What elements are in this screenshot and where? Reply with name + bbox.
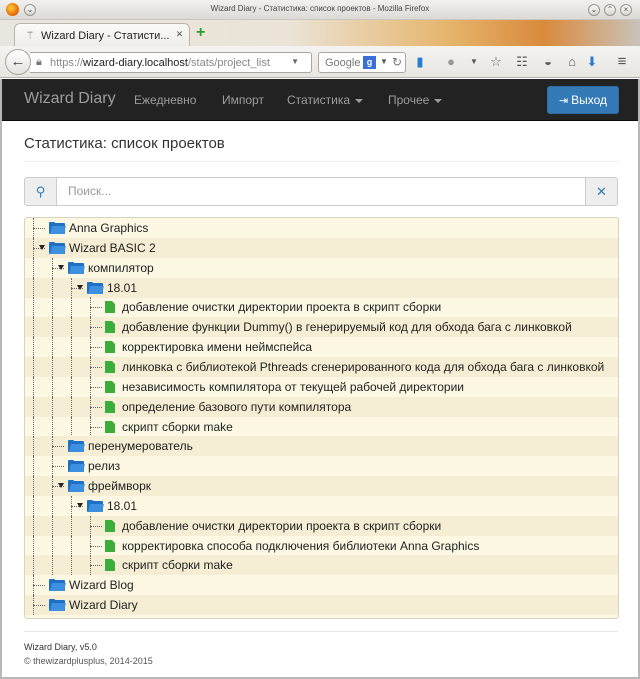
pocket-icon[interactable]: ◒	[544, 54, 552, 69]
tree-folder-row[interactable]	[25, 258, 618, 278]
tree-branch-line	[33, 585, 45, 586]
folder-icon	[68, 262, 84, 274]
tree-guide-line	[71, 357, 72, 377]
tree-guide-line	[52, 555, 53, 575]
tree-file-row[interactable]	[25, 357, 618, 377]
close-tab-icon[interactable]: ✕	[175, 29, 184, 39]
wand-icon: ⚚	[25, 30, 35, 42]
tree-guide-line	[52, 496, 53, 516]
nav-other-dropdown[interactable]	[388, 93, 442, 107]
url-text[interactable]	[50, 57, 270, 69]
tree-guide-line	[52, 397, 53, 417]
expanded-toggle-icon[interactable]	[58, 265, 64, 270]
tree-folder-row[interactable]	[25, 218, 618, 238]
nav-import-label: Импорт	[222, 93, 264, 107]
back-button[interactable]	[5, 49, 31, 75]
tree-branch-line	[90, 387, 102, 388]
tree-guide-line	[71, 317, 72, 337]
tree-guide-line	[71, 555, 72, 575]
caret-down-icon	[355, 99, 363, 103]
tree-folder-row[interactable]	[25, 476, 618, 496]
tree-guide-line	[33, 278, 34, 298]
tree-guide-line	[71, 397, 72, 417]
tree-file-row[interactable]	[25, 397, 618, 417]
tree-guide-line	[52, 297, 53, 317]
tab-strip	[0, 20, 640, 46]
nav-daily-label: Ежедневно	[134, 93, 197, 107]
file-icon	[105, 341, 115, 353]
tree-node-label: добавление очистки директории проекта в скрипт сборки	[122, 518, 442, 533]
window-titlebar	[0, 0, 640, 20]
url-dropdown-icon[interactable]: ▼	[291, 57, 299, 66]
search-bar[interactable]	[318, 52, 406, 73]
tree-node-label: линковка с библиотекой Pthreads сгенерированного кода для обхода бага с линковкой	[122, 359, 605, 374]
folder-icon	[49, 599, 65, 611]
tree-guide-line	[52, 516, 53, 536]
tree-guide-line	[33, 516, 34, 536]
tree-node-label: фреймворк	[88, 479, 152, 494]
page-content	[0, 79, 640, 679]
tree-branch-line	[90, 347, 102, 348]
tree-node-label: скрипт сборки make	[122, 419, 233, 434]
google-icon[interactable]: g	[363, 56, 376, 69]
tree-branch-line	[52, 446, 64, 447]
browser-tab[interactable]	[14, 23, 190, 46]
tree-folder-row[interactable]	[25, 436, 618, 456]
tree-file-row[interactable]	[25, 317, 618, 337]
logout-label: Выход	[571, 93, 608, 107]
tree-folder-row[interactable]	[25, 575, 618, 595]
tree-file-row[interactable]	[25, 555, 618, 575]
tree-guide-line	[33, 317, 34, 337]
folder-icon	[68, 480, 84, 492]
nav-statistics-dropdown[interactable]	[287, 93, 363, 107]
folder-icon	[68, 460, 84, 472]
browser-toolbar	[0, 46, 640, 78]
tree-branch-line	[90, 407, 102, 408]
tree-guide-line	[33, 337, 34, 357]
tree-guide-line	[71, 516, 72, 536]
tree-branch-line	[90, 327, 102, 328]
tree-node-label: компилятор	[88, 260, 154, 275]
tree-node-label: Anna Graphics	[69, 221, 149, 235]
back-arrow-icon: ←	[10, 53, 26, 70]
reload-icon[interactable]: ↻	[392, 55, 403, 69]
tree-guide-line	[52, 317, 53, 337]
file-icon	[105, 421, 115, 433]
tree-node-label: корректировка имени неймспейса	[122, 340, 313, 355]
page-title: Статистика: список проектов	[24, 135, 225, 152]
tree-guide-line	[33, 555, 34, 575]
file-icon	[105, 361, 115, 373]
file-icon	[105, 321, 115, 333]
expanded-toggle-icon[interactable]	[39, 245, 45, 250]
tree-branch-line	[90, 526, 102, 527]
folder-icon	[68, 440, 84, 452]
tree-guide-line	[33, 456, 34, 476]
tree-guide-line	[33, 397, 34, 417]
clear-search-icon[interactable]: ✕	[585, 177, 618, 206]
tree-folder-row[interactable]	[25, 238, 618, 258]
tree-file-row[interactable]	[25, 536, 618, 556]
tree-branch-line	[90, 565, 102, 566]
tree-folder-row[interactable]	[25, 595, 618, 615]
adblock-icon[interactable]: ●	[447, 54, 455, 69]
folder-icon	[87, 282, 103, 294]
tree-node-label: корректировка способа подключения библиотеки Anna Graphics	[122, 538, 480, 553]
footer-copyright: © thewizardplusplus, 2014-2015	[24, 656, 153, 666]
url-host: wizard-diary.localhost	[83, 57, 188, 69]
project-tree	[24, 217, 619, 619]
tree-guide-line	[71, 377, 72, 397]
file-icon	[105, 301, 115, 313]
folder-icon	[49, 242, 65, 254]
footer-divider	[24, 631, 618, 632]
tree-node-label: скрипт сборки make	[122, 558, 233, 573]
tree-guide-line	[33, 417, 34, 437]
logout-button[interactable]	[547, 86, 619, 114]
tree-node-label: добавление функции Dummy() в генерируемый код для обхода бага с линковкой	[122, 320, 572, 335]
tree-guide-line	[33, 297, 34, 317]
menu-icon[interactable]: ≡	[617, 53, 627, 70]
tree-node-label: перенумерователь	[88, 439, 193, 454]
app-navbar	[2, 79, 638, 121]
file-icon	[105, 381, 115, 393]
tree-guide-line	[52, 536, 53, 556]
tree-node-label: Wizard BASIC 2	[69, 240, 156, 255]
nav-other-label: Прочее	[388, 93, 430, 107]
lock-icon: 🔒︎	[36, 56, 42, 68]
tree-guide-line	[71, 536, 72, 556]
tree-branch-line	[90, 307, 102, 308]
tree-guide-line	[33, 496, 34, 516]
tree-file-row[interactable]	[25, 417, 618, 437]
tree-guide-line	[33, 436, 34, 456]
logout-icon: ⇥	[558, 95, 569, 107]
tree-branch-line	[90, 546, 102, 547]
nav-statistics-label: Статистика	[287, 93, 351, 107]
url-path: /stats/project_list	[187, 57, 270, 69]
tree-file-row[interactable]	[25, 337, 618, 357]
minimize-button[interactable]: ⌄	[588, 4, 600, 16]
tree-guide-line	[33, 357, 34, 377]
tree-guide-line	[52, 357, 53, 377]
file-icon	[105, 401, 115, 413]
tree-branch-line	[90, 427, 102, 428]
expanded-toggle-icon[interactable]	[77, 503, 83, 508]
new-tab-button[interactable]: +	[196, 24, 206, 41]
tree-node-label: определение базового пути компилятора	[122, 399, 352, 414]
brand-link[interactable]: Wizard Diary	[24, 90, 116, 107]
tree-folder-row[interactable]	[25, 496, 618, 516]
tree-guide-line	[52, 337, 53, 357]
folder-icon	[87, 500, 103, 512]
tab-title: Wizard Diary - Статисти...	[41, 30, 170, 42]
folder-icon	[49, 222, 65, 234]
file-icon	[105, 520, 115, 532]
caret-down-icon	[434, 99, 442, 103]
search-icon[interactable]: ⚲	[24, 177, 57, 206]
close-window-button[interactable]: ×	[620, 4, 632, 16]
divider	[24, 161, 618, 162]
search-engine-name: Google	[325, 57, 361, 69]
tree-guide-line	[71, 417, 72, 437]
tree-branch-line	[33, 228, 45, 229]
tree-guide-line	[52, 377, 53, 397]
file-icon	[105, 540, 115, 552]
engine-dropdown-icon[interactable]: ▼	[380, 57, 388, 66]
url-prefix: https://	[50, 57, 84, 69]
tree-node-label: релиз	[88, 459, 121, 474]
tree-folder-row[interactable]	[25, 278, 618, 298]
maximize-button[interactable]: ⌃	[604, 4, 616, 16]
tree-node-label: добавление очистки директории проекта в скрипт сборки	[122, 300, 442, 315]
file-icon	[105, 559, 115, 571]
tree-file-row[interactable]	[25, 516, 618, 536]
reading-list-icon[interactable]: ☷	[516, 54, 528, 69]
tree-guide-line	[33, 536, 34, 556]
footer-version: Wizard Diary, v5.0	[24, 642, 97, 652]
tree-guide-line	[71, 337, 72, 357]
tree-folder-row[interactable]	[25, 456, 618, 476]
folder-icon	[49, 579, 65, 591]
tree-branch-line	[90, 367, 102, 368]
window-title: Wizard Diary - Статистика: список проектов - Mozilla Firefox	[210, 4, 430, 13]
search-input[interactable]: Поиск...	[56, 177, 586, 206]
nav-import[interactable]	[222, 93, 264, 107]
tree-node-label: независимость компилятора от текущей рабочей директории	[122, 379, 464, 394]
tree-guide-line	[52, 417, 53, 437]
tree-branch-line	[52, 466, 64, 467]
tree-node-label: 18.01	[107, 498, 138, 513]
bookmark-star-icon[interactable]: ☆	[490, 54, 502, 69]
tree-guide-line	[71, 297, 72, 317]
tree-guide-line	[33, 476, 34, 496]
adblock-dropdown-icon[interactable]: ▼	[470, 57, 478, 66]
tree-file-row[interactable]	[25, 297, 618, 317]
tree-branch-line	[33, 605, 45, 606]
nav-daily[interactable]	[134, 93, 196, 107]
expanded-toggle-icon[interactable]	[58, 483, 64, 488]
tree-guide-line	[33, 258, 34, 278]
tree-node-label: 18.01	[107, 280, 138, 295]
downloads-icon[interactable]: ⬇	[586, 54, 598, 69]
bookmark-library-icon[interactable]: ▮	[416, 54, 424, 69]
window-menu-icon[interactable]: ⌄	[24, 4, 36, 16]
tree-file-row[interactable]	[25, 377, 618, 397]
tree-node-label: Wizard Diary	[69, 598, 138, 613]
home-icon[interactable]: ⌂	[568, 54, 576, 69]
search-group	[24, 177, 618, 206]
tree-node-label: Wizard Blog	[69, 578, 134, 593]
tree-guide-line	[33, 377, 34, 397]
url-bar[interactable]	[30, 52, 312, 73]
tree-guide-line	[52, 278, 53, 298]
expanded-toggle-icon[interactable]	[77, 285, 83, 290]
